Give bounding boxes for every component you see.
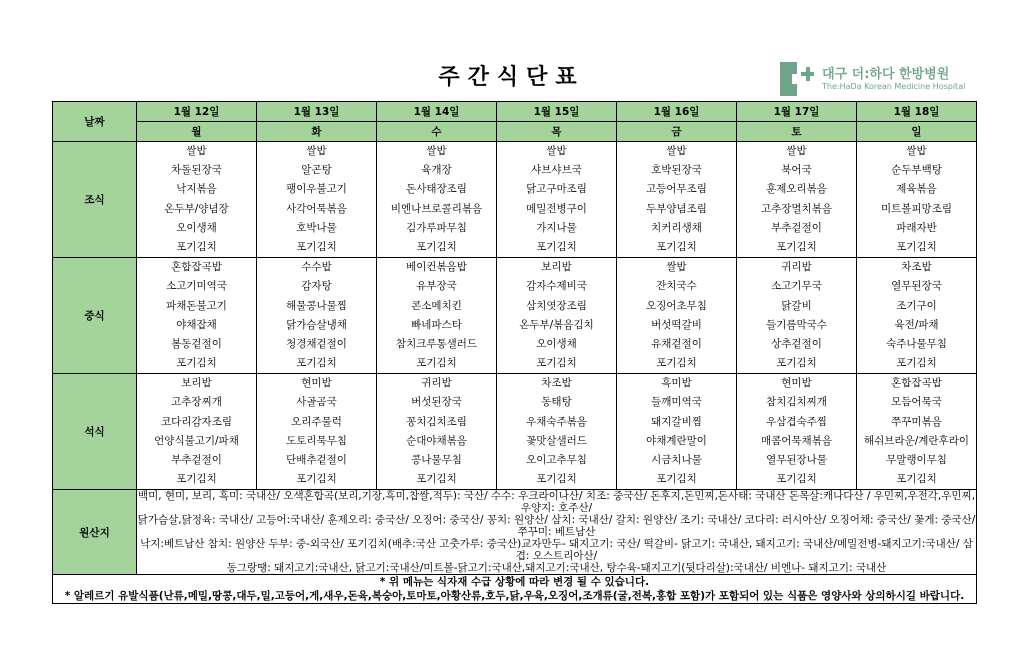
menu-item: 귀리밥 (421, 377, 452, 390)
hospital-name-english: The:HaDa Korean Medicine Hospital (822, 82, 966, 91)
meal-row (53, 142, 977, 258)
menu-item: 오이고추무침 (526, 454, 587, 466)
menu-item: 꽁치김치조림 (406, 415, 467, 428)
origin-label: 원산지 (53, 490, 137, 575)
menu-item: 낙지볶음 (176, 183, 217, 196)
meal-cell (497, 142, 617, 258)
menu-item: 포기김치 (296, 473, 337, 486)
menu-item: 메밀전병구이 (526, 202, 587, 215)
menu-item: 순대야채볶음 (406, 434, 467, 447)
menu-item: 우삼겹숙주찜 (766, 415, 827, 428)
menu-item: 육개장 (421, 164, 452, 177)
menu-item: 쌀밥 (306, 145, 327, 157)
menu-item: 제육볶음 (896, 183, 937, 196)
menu-item: 쌀밥 (186, 145, 207, 157)
menu-item: 야채계란말이 (646, 434, 707, 447)
menu-item: 꽃맛살샐러드 (526, 434, 587, 447)
menu-item: 포기김치 (656, 357, 697, 370)
menu-item: 버섯된장국 (411, 396, 462, 409)
hospital-logo-mark-icon (780, 62, 814, 96)
menu-item: 사각어묵볶음 (286, 202, 347, 215)
page-title: 주간식단표 (438, 65, 585, 90)
menu-item: 부추겉절이 (171, 454, 222, 466)
menu-item: 포기김치 (536, 473, 577, 486)
menu-item: 조기구이 (896, 299, 937, 312)
notes-row (53, 575, 977, 604)
meal-label: 중식 (53, 258, 137, 374)
menu-item: 쌀밥 (906, 145, 927, 157)
menu-item: 차조밥 (541, 377, 572, 390)
menu-item: 청경채겉절이 (286, 337, 347, 350)
menu-item: 온두부/볶음김치 (519, 318, 594, 331)
menu-item: 고추장찌개 (171, 396, 222, 409)
day-date: 1월 16일 (617, 102, 737, 122)
menu-item: 온두부/양념장 (164, 202, 229, 215)
menu-item: 단배추겉절이 (286, 454, 347, 466)
day-weekday: 화 (257, 122, 377, 142)
menu-item: 무말랭이무침 (886, 454, 947, 466)
menu-item: 참치크루통샐러드 (395, 337, 478, 350)
menu-item: 팽이우불고기 (286, 183, 347, 196)
meal-cell (737, 374, 857, 490)
meal-cell (617, 258, 737, 374)
meal-cell (377, 258, 497, 374)
menu-item: 가지나물 (536, 221, 577, 234)
menu-item: 들기름막국수 (766, 318, 827, 331)
menu-item: 포기김치 (296, 357, 337, 370)
menu-item: 잔치국수 (656, 280, 697, 293)
menu-item: 참치김치찌개 (766, 396, 827, 409)
date-header: 날짜 (53, 102, 137, 142)
menu-item: 쌀밥 (786, 145, 807, 157)
menu-item: 포기김치 (416, 357, 457, 370)
menu-item: 비엔나브로콜리볶음 (390, 202, 483, 215)
menu-item: 언양식불고기/파채 (154, 434, 239, 447)
menu-item: 오이생채 (536, 337, 577, 350)
allergy-notice: * 알레르기 유발식품(난류,메밀,땅콩,대두,밀,고등어,게,새우,돈육,복숭아,토마토,아황산류,호두,닭,우육,오징어,조개류(굴,전복,홍합 포함)가 포함되어 있는 식품은 영양사와 상의하시길 바랍니다. (64, 590, 965, 603)
menu-item: 동태탕 (541, 396, 572, 409)
menu-item: 오리주물럭 (291, 415, 342, 428)
menu-item: 닭갈비 (781, 299, 812, 312)
meal-row (53, 258, 977, 374)
day-date: 1월 17일 (737, 102, 857, 122)
day-date: 1월 15일 (497, 102, 617, 122)
meal-row (53, 374, 977, 490)
menu-item: 야채잡채 (176, 318, 217, 331)
menu-item: 귀리밥 (781, 261, 812, 274)
day-weekday: 일 (857, 122, 977, 142)
origin-line: 백미, 현미, 보리, 흑미: 국내산/ 오색혼합곡(보리,기장,흑미,찹쌀,적두): 국산/ 수수: 우크라이나산/ 치조: 중국산/ 돈후지,돈민찌,돈사태: 국내산 돈목살:캐나다산 / 우민찌,우전각,우민찌,우양지: 호주산/ (137, 490, 976, 515)
menu-item: 유부장국 (416, 280, 457, 293)
menu-item: 샤브샤브국 (531, 164, 582, 177)
menu-item: 베이컨볶음밥 (406, 261, 467, 274)
meal-cell (257, 374, 377, 490)
menu-item: 포기김치 (176, 240, 217, 253)
meal-cell (857, 374, 977, 490)
menu-item: 소고기미역국 (166, 280, 227, 293)
meal-cell (617, 374, 737, 490)
menu-item: 콘소메치킨 (411, 299, 462, 312)
origin-line: 낙지:베트남산 참치: 원양산 두부: 중-외국산/ 포기김치(배추:국산 고춧가루: 중국산)교자만두- 돼지고기: 국산/ 떡갈비- 닭고기: 국내산, 돼지고기: 국내산/메밀전병-돼지고기:국내산/ 삼겹: 오스트리아산/ (140, 538, 973, 563)
menu-item: 돈사태장조림 (406, 183, 467, 196)
menu-item: 도토리묵무침 (286, 434, 347, 447)
menu-item: 차조밥 (901, 261, 932, 274)
origin-line: 닭가슴살,닭정육: 국내산/ 고등어:국내산/ 훈제오리: 중국산/ 오징어: 중국산/ 꽁치: 원양산/ 삼치: 국내산/ 갈치: 원양산/ 조기: 국내산/ 코다리: 러시아산/ 오징어채: 중국산/ 꽃게: 중국산/ 쭈꾸미: 베트남산 (137, 514, 976, 539)
menu-item: 북어국 (781, 164, 812, 177)
meal-label: 석식 (53, 374, 137, 490)
meal-cell (377, 142, 497, 258)
day-date: 1월 12일 (137, 102, 257, 122)
menu-item: 숙주나물무침 (886, 337, 947, 350)
menu-item: 순두부백탕 (891, 164, 942, 177)
menu-item: 포기김치 (776, 473, 817, 486)
menu-item: 알곤탕 (301, 164, 332, 177)
meal-cell (257, 142, 377, 258)
menu-item: 닭가슴살냉채 (286, 318, 347, 331)
menu-item: 쌀밥 (546, 145, 567, 157)
menu-item: 훈제오리볶음 (766, 183, 827, 196)
menu-item: 콩나물무침 (411, 454, 462, 466)
menu-item: 쌀밥 (666, 261, 687, 274)
meal-cell (617, 142, 737, 258)
menu-item: 고추장멸치볶음 (760, 202, 832, 215)
day-weekday: 수 (377, 122, 497, 142)
menu-item: 돼지갈비찜 (651, 415, 702, 428)
menu-item: 오징어초무침 (646, 299, 707, 312)
menu-item: 보리밥 (541, 261, 572, 274)
origin-info (137, 490, 977, 575)
meal-cell (137, 374, 257, 490)
menu-item: 버섯떡갈비 (651, 318, 702, 331)
meal-cell (497, 258, 617, 374)
meal-cell (377, 374, 497, 490)
menu-item: 빠네파스타 (411, 318, 462, 331)
menu-item: 감자탕 (301, 280, 332, 293)
meal-cell (497, 374, 617, 490)
menu-item: 포기김치 (896, 357, 937, 370)
menu-change-notice: * 위 메뉴는 식자재 수급 상황에 따라 변경 될 수 있습니다. (379, 576, 650, 589)
day-weekday: 목 (497, 122, 617, 142)
menu-item: 열무된장나물 (766, 454, 827, 466)
origin-line: 동그랑땡: 돼지고기:국내산, 닭고기:국내산/미트볼-닭고기:국내산,돼지고기:국내산, 탕수육-돼지고기(뒷다리살):국내산/ 비엔나- 돼지고기: 국내산 (226, 562, 887, 575)
menu-item: 사골곰국 (296, 396, 337, 409)
menu-item: 고등어무조림 (646, 183, 707, 196)
menu-item: 포기김치 (656, 240, 697, 253)
menu-item: 포기김치 (416, 473, 457, 486)
menu-item: 호박나물 (296, 221, 337, 234)
meal-cell (137, 142, 257, 258)
menu-item: 열무된장국 (891, 280, 942, 293)
menu-item: 현미밥 (301, 377, 332, 390)
menu-item: 두부양념조림 (646, 202, 707, 215)
menu-item: 보리밥 (181, 377, 212, 390)
menu-item: 쌀밥 (666, 145, 687, 157)
menu-item: 쭈꾸미볶음 (891, 415, 942, 428)
menu-item: 해물콩나물찜 (286, 299, 347, 312)
menu-item: 유채겉절이 (651, 337, 702, 350)
menu-item: 포기김치 (536, 240, 577, 253)
menu-item: 코다리감자조림 (160, 415, 232, 428)
menu-item: 혼합잡곡밥 (171, 261, 222, 274)
meal-cell (857, 142, 977, 258)
menu-item: 우채숙주볶음 (526, 415, 587, 428)
menu-item: 포기김치 (296, 240, 337, 253)
meal-cell (857, 258, 977, 374)
menu-item: 소고기무국 (771, 280, 822, 293)
menu-item: 포기김치 (776, 357, 817, 370)
menu-item: 매콤어묵채볶음 (760, 434, 832, 447)
menu-item: 해쉬브라운/계란후라이 (864, 434, 969, 447)
weekly-menu-table (52, 101, 977, 604)
hospital-name-korean: 대구 더:하다 한방병원 (822, 67, 950, 82)
meal-label: 조식 (53, 142, 137, 258)
menu-item: 포기김치 (896, 473, 937, 486)
menu-item: 포기김치 (176, 357, 217, 370)
menu-item: 혼합잡곡밥 (891, 377, 942, 390)
day-weekday: 금 (617, 122, 737, 142)
menu-item: 수수밥 (301, 261, 332, 274)
menu-item: 포기김치 (896, 240, 937, 253)
menu-item: 호박된장국 (651, 164, 702, 177)
menu-item: 포기김치 (776, 240, 817, 253)
day-date: 1월 18일 (857, 102, 977, 122)
menu-item: 모듬어묵국 (891, 396, 942, 409)
menu-item: 포기김치 (656, 473, 697, 486)
notes-cell (53, 575, 977, 604)
menu-item: 닭고구마조림 (526, 183, 587, 196)
menu-item: 시금치나물 (651, 454, 702, 466)
menu-item: 쌀밥 (426, 145, 447, 157)
day-weekday: 월 (137, 122, 257, 142)
meal-cell (137, 258, 257, 374)
menu-item: 들깨미역국 (651, 396, 702, 409)
day-date: 1월 14일 (377, 102, 497, 122)
menu-item: 부추겉절이 (771, 221, 822, 234)
menu-item: 삼치엿장조림 (526, 299, 587, 312)
day-date: 1월 13일 (257, 102, 377, 122)
menu-item: 포기김치 (176, 473, 217, 486)
menu-item: 흑미밥 (661, 377, 692, 390)
menu-item: 차돌된장국 (171, 164, 222, 177)
menu-item: 육전/파채 (894, 318, 939, 331)
menu-item: 포기김치 (536, 357, 577, 370)
origin-row (53, 490, 977, 575)
menu-item: 현미밥 (781, 377, 812, 390)
meal-cell (257, 258, 377, 374)
meal-cell (737, 258, 857, 374)
meal-cell (737, 142, 857, 258)
menu-item: 감자수제비국 (526, 280, 587, 293)
menu-item: 치커리생채 (651, 221, 702, 234)
menu-item: 김가루파무침 (406, 221, 467, 234)
day-weekday: 토 (737, 122, 857, 142)
menu-item: 봄동겉절이 (171, 337, 222, 350)
menu-item: 포기김치 (416, 240, 457, 253)
menu-item: 오이생채 (176, 221, 217, 234)
menu-item: 파채돈불고기 (166, 299, 227, 312)
menu-item: 상추겉절이 (771, 337, 822, 350)
menu-item: 미트볼피망조림 (880, 202, 952, 215)
menu-item: 파래자반 (896, 221, 937, 234)
